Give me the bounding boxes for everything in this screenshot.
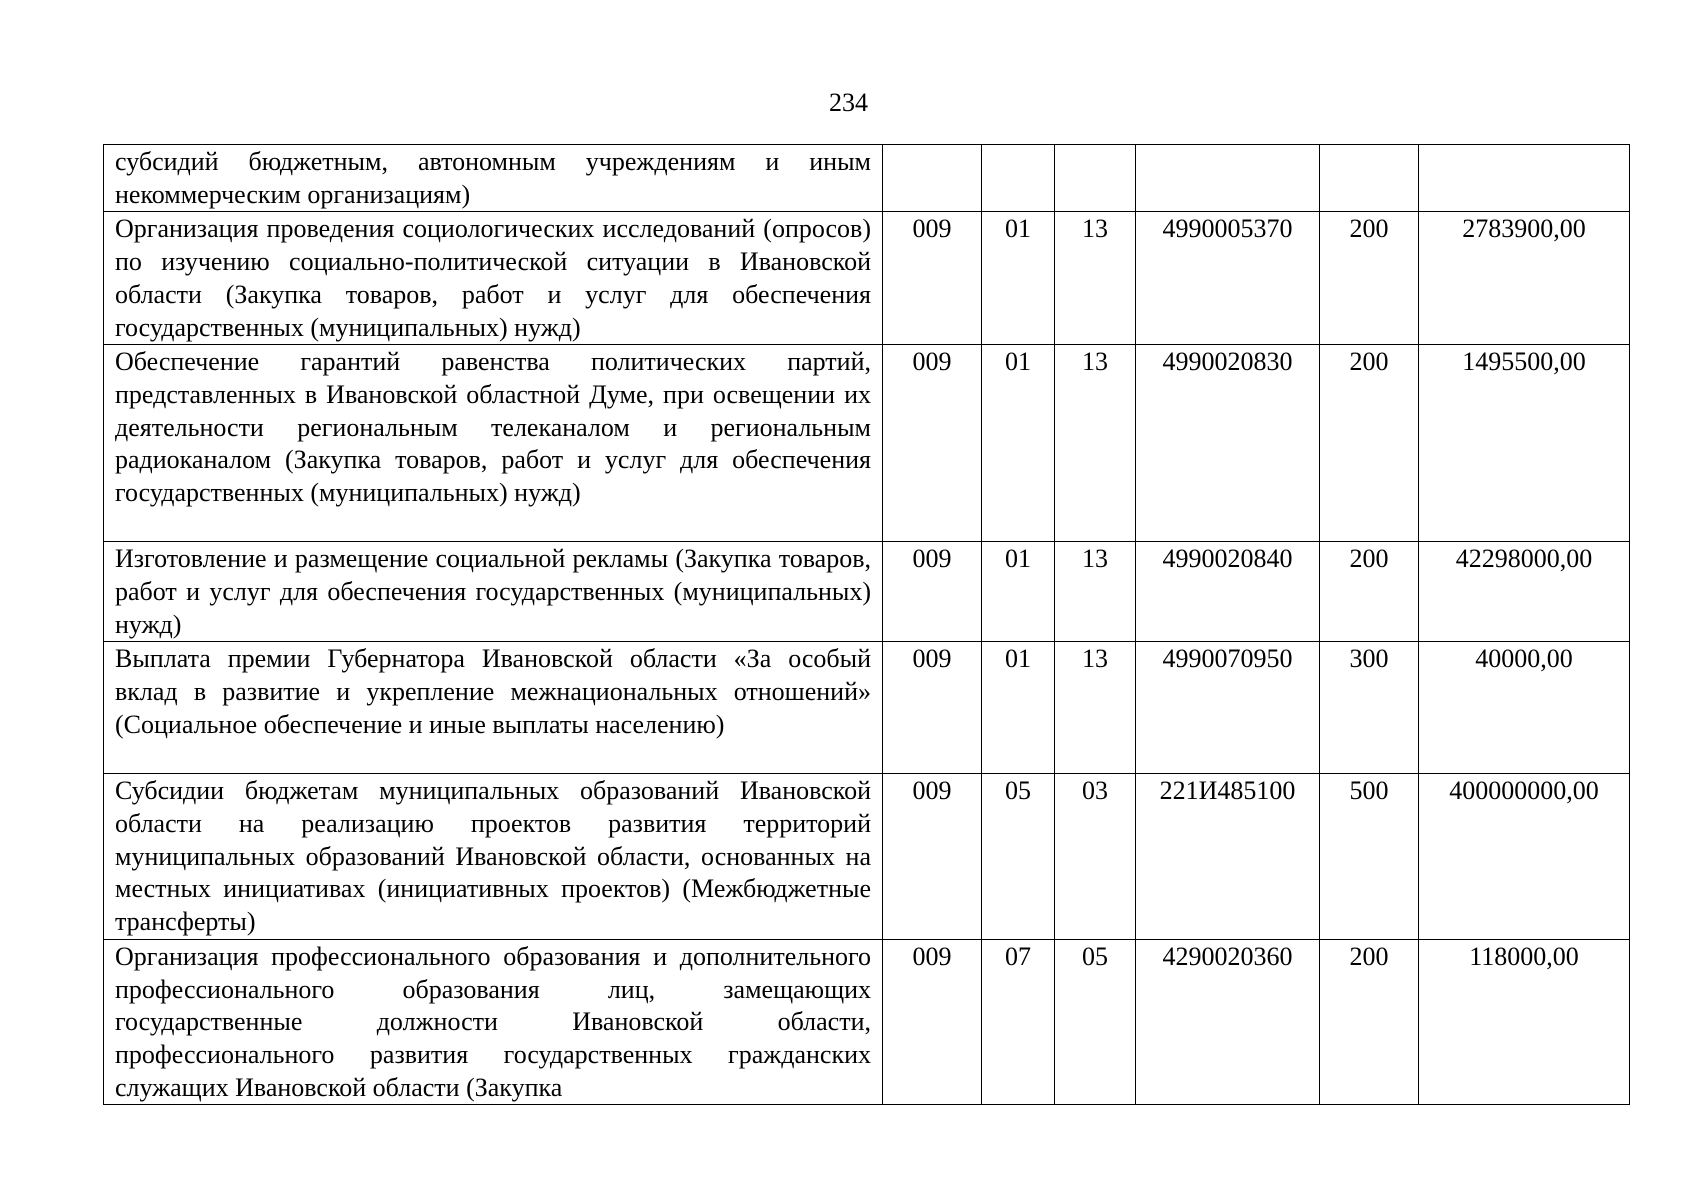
table-row — [104, 212, 1630, 345]
target-article-cell — [1136, 145, 1320, 212]
expense-description-cell: Изготовление и размещение социальной рекламы (Закупка товаров, работ и услуг для обеспечения государственных (муниципальных) нужд) — [104, 542, 883, 642]
target-article-cell: 4990070950 — [1136, 642, 1320, 774]
page-number: 234 — [829, 88, 868, 117]
expense-type-cell: 200 — [1320, 345, 1419, 542]
section-code-cell: 01 — [982, 642, 1055, 774]
expense-description-cell: Организация профессионального образования и дополнительного профессионального образования лиц, замещающих государственные должности Ивановской области, профессионального развития государственных гражданских служащих Ивановской области (Закупка — [104, 939, 883, 1105]
section-code-cell — [982, 145, 1055, 212]
expense-type-cell: 300 — [1320, 642, 1419, 774]
section-code-cell: 07 — [982, 939, 1055, 1105]
ministry-code-cell — [883, 145, 982, 212]
section-code-cell: 01 — [982, 542, 1055, 642]
expense-description-cell: Субсидии бюджетам муниципальных образований Ивановской области на реализацию проектов развития территорий муниципальных образований Ивановской области, основанных на местных инициативах (инициативных проектов) (Межбюджетные трансферты) — [104, 774, 883, 940]
ministry-code-cell: 009 — [883, 212, 982, 345]
target-article-cell: 4990020830 — [1136, 345, 1320, 542]
subsection-code-cell: 05 — [1055, 939, 1136, 1105]
amount-cell: 2783900,00 — [1419, 212, 1630, 345]
subsection-code-cell — [1055, 145, 1136, 212]
expense-description-cell: субсидий бюджетным, автономным учреждениям и иным некоммерческим организациям) — [104, 145, 883, 212]
ministry-code-cell: 009 — [883, 642, 982, 774]
table-row — [104, 345, 1630, 542]
expense-description-cell: Выплата премии Губернатора Ивановской области «За особый вклад в развитие и укрепление межнациональных отношений» (Социальное обеспечение и иные выплаты населению) — [104, 642, 883, 774]
amount-cell: 40000,00 — [1419, 642, 1630, 774]
expense-description-cell: Организация проведения социологических исследований (опросов) по изучению социально-политической ситуации в Ивановской области (Закупка товаров, работ и услуг для обеспечения государственных (муниципальных) нужд) — [104, 212, 883, 345]
amount-cell: 118000,00 — [1419, 939, 1630, 1105]
ministry-code-cell: 009 — [883, 939, 982, 1105]
budget-table — [103, 144, 1630, 1105]
target-article-cell: 4290020360 — [1136, 939, 1320, 1105]
target-article-cell: 221И485100 — [1136, 774, 1320, 940]
ministry-code-cell: 009 — [883, 542, 982, 642]
table-row — [104, 642, 1630, 774]
table-row — [104, 542, 1630, 642]
amount-cell: 1495500,00 — [1419, 345, 1630, 542]
target-article-cell: 4990005370 — [1136, 212, 1320, 345]
subsection-code-cell: 03 — [1055, 774, 1136, 940]
subsection-code-cell: 13 — [1055, 212, 1136, 345]
amount-cell: 400000000,00 — [1419, 774, 1630, 940]
subsection-code-cell: 13 — [1055, 345, 1136, 542]
expense-type-cell: 200 — [1320, 212, 1419, 345]
subsection-code-cell: 13 — [1055, 542, 1136, 642]
expense-type-cell: 200 — [1320, 542, 1419, 642]
ministry-code-cell: 009 — [883, 345, 982, 542]
expense-type-cell — [1320, 145, 1419, 212]
section-code-cell: 05 — [982, 774, 1055, 940]
subsection-code-cell: 13 — [1055, 642, 1136, 774]
table-row — [104, 774, 1630, 940]
ministry-code-cell: 009 — [883, 774, 982, 940]
expense-type-cell: 200 — [1320, 939, 1419, 1105]
target-article-cell: 4990020840 — [1136, 542, 1320, 642]
table-row — [104, 939, 1630, 1105]
amount-cell: 42298000,00 — [1419, 542, 1630, 642]
expense-description-cell: Обеспечение гарантий равенства политических партий, представленных в Ивановской областной Думе, при освещении их деятельности региональным телеканалом и региональным радиоканалом (Закупка товаров, работ и услуг для обеспечения государственных (муниципальных) нужд) — [104, 345, 883, 542]
amount-cell — [1419, 145, 1630, 212]
section-code-cell: 01 — [982, 345, 1055, 542]
expense-type-cell: 500 — [1320, 774, 1419, 940]
table-row — [104, 145, 1630, 212]
section-code-cell: 01 — [982, 212, 1055, 345]
